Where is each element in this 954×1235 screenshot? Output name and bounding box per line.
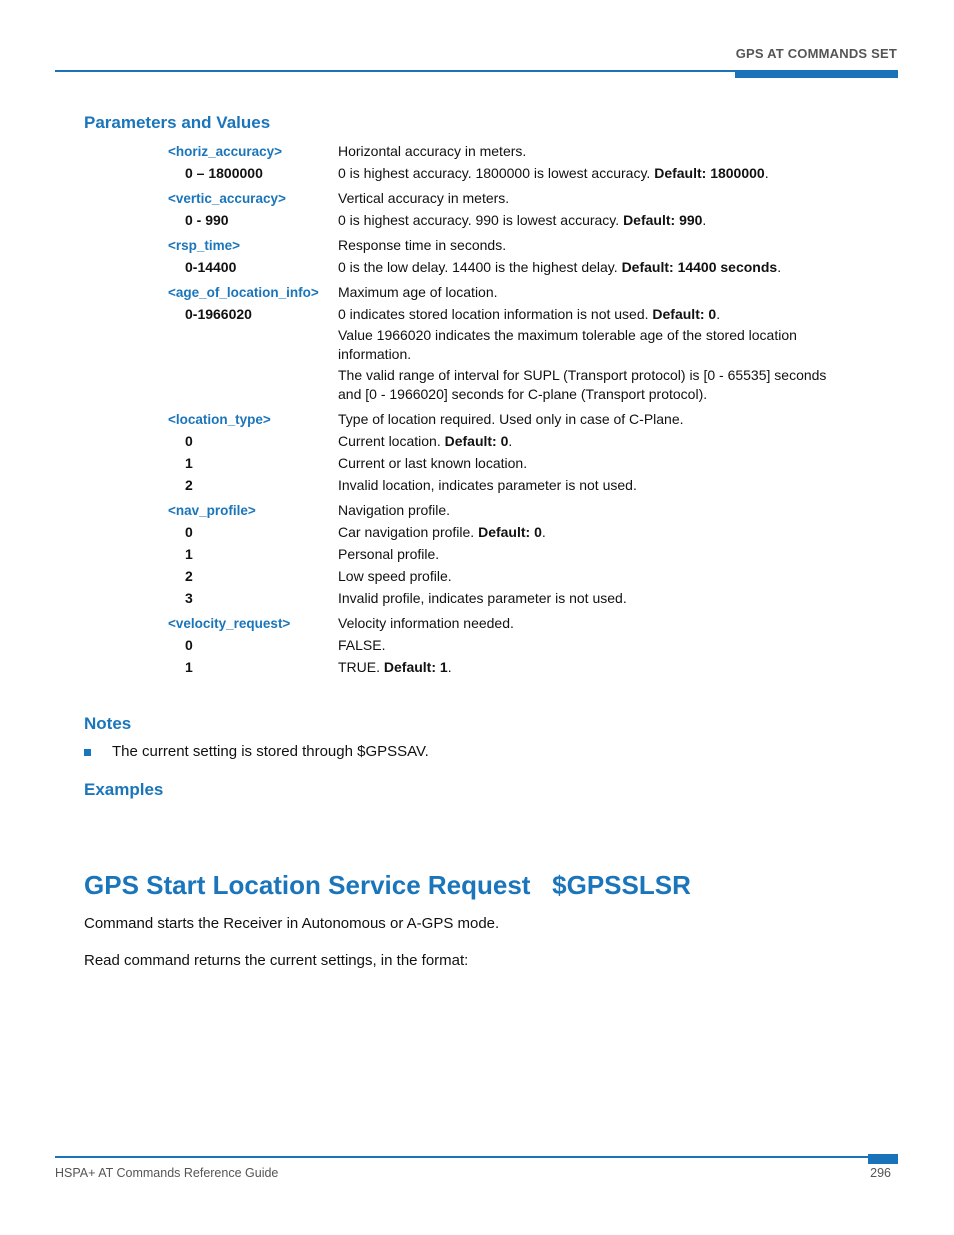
param-value: 1: [185, 546, 193, 562]
description-text: [338, 567, 848, 586]
param-name: <velocity_request>: [168, 616, 291, 631]
param-description: [338, 142, 848, 161]
param-name-row: [168, 501, 848, 520]
description-extra: The valid range of interval for SUPL (Transport protocol) is [0 - 65535] seconds and [0 - 1966020] seconds for C-plane (Transport protocol).: [338, 367, 827, 402]
note-text: The current setting is stored through $GPSSAV.: [112, 743, 429, 760]
param-name-row: [168, 614, 848, 633]
description-extra: Value 1966020 indicates the maximum tolerable age of the stored location information.: [338, 327, 797, 362]
description-suffix: .: [508, 433, 513, 449]
description-text: Response time in seconds.: [338, 237, 507, 253]
param-description: [338, 164, 848, 183]
description-text: [338, 432, 848, 451]
description-text: Velocity information needed.: [338, 615, 514, 631]
description-text: Horizontal accuracy in meters.: [338, 143, 527, 159]
param-description: [338, 283, 848, 302]
footer-doc-title: HSPA+ AT Commands Reference Guide: [55, 1166, 279, 1180]
description-main: 0 is highest accuracy. 990 is lowest accuracy.: [338, 212, 624, 228]
param-description: [338, 545, 848, 564]
notes-list-item: [84, 743, 429, 760]
description-main: 0 is the low delay. 14400 is the highest delay.: [338, 259, 622, 275]
param-value: 0: [185, 524, 193, 540]
param-description: [338, 189, 848, 208]
param-description: [338, 410, 848, 429]
param-description: [338, 454, 848, 473]
params-heading: Parameters and Values: [84, 113, 271, 132]
param-name: <horiz_accuracy>: [168, 144, 283, 159]
param-value: 0-1966020: [185, 306, 252, 322]
param-value-row: [168, 164, 848, 183]
param-value-row: [168, 567, 848, 586]
running-header: GPS AT COMMANDS SET: [735, 46, 897, 61]
param-value-row: [168, 432, 848, 451]
description-text: [338, 211, 848, 230]
param-value-row: [168, 523, 848, 542]
description-main: FALSE.: [338, 637, 386, 653]
description-main: Low speed profile.: [338, 568, 452, 584]
param-name-row: [168, 236, 848, 255]
param-name-row: [168, 283, 848, 302]
description-suffix: .: [764, 165, 769, 181]
param-value: 0: [185, 637, 193, 653]
description-suffix: .: [702, 212, 707, 228]
header-accent-bar: [735, 70, 898, 78]
parameters-table: [168, 142, 848, 677]
description-text: Vertical accuracy in meters.: [338, 190, 510, 206]
param-value-row: [168, 305, 848, 404]
param-value-row: [168, 658, 848, 677]
description-text: [338, 589, 848, 608]
default-value: Default: 0: [444, 433, 509, 449]
footer-accent-bar: [868, 1154, 898, 1164]
param-name: <nav_profile>: [168, 503, 256, 518]
param-value: 0-14400: [185, 259, 237, 275]
default-value: Default: 1: [383, 659, 448, 675]
description-main: 0 is highest accuracy. 1800000 is lowest accuracy.: [338, 165, 655, 181]
param-description: [338, 658, 848, 677]
param-name-row: [168, 142, 848, 161]
param-value: 3: [185, 590, 193, 606]
param-description: [338, 476, 848, 495]
param-value: 0 – 1800000: [185, 165, 263, 181]
description-suffix: .: [447, 659, 452, 675]
param-value-row: [168, 476, 848, 495]
section-title: GPS Start Location Service Request $GPSSLSR: [84, 870, 691, 900]
param-description: [338, 258, 848, 277]
description-text: Maximum age of location.: [338, 284, 498, 300]
description-text: [338, 305, 848, 324]
footer-rule: [55, 1156, 898, 1158]
param-value: 1: [185, 455, 193, 471]
notes-heading: Notes: [84, 714, 132, 733]
paragraph-2: Read command returns the current settings, in the format:: [84, 952, 469, 969]
description-text: [338, 545, 848, 564]
param-value-row: [168, 636, 848, 655]
page-number: 296: [870, 1166, 891, 1180]
description-text: Type of location required. Used only in case of C-Plane.: [338, 411, 684, 427]
description-main: Current location.: [338, 433, 445, 449]
param-description: [338, 501, 848, 520]
param-value-row: [168, 545, 848, 564]
param-value: 2: [185, 477, 193, 493]
param-value: 0: [185, 433, 193, 449]
param-value-row: [168, 258, 848, 277]
description-suffix: .: [541, 524, 546, 540]
description-main: Invalid location, indicates parameter is not used.: [338, 477, 637, 493]
param-name-row: [168, 410, 848, 429]
default-value: Default: 0: [652, 306, 717, 322]
param-description: [338, 614, 848, 633]
param-description: [338, 589, 848, 608]
square-bullet-icon: [84, 749, 91, 756]
description-text: [338, 658, 848, 677]
description-text: [338, 636, 848, 655]
param-value-row: [168, 211, 848, 230]
default-value: Default: 990: [623, 212, 703, 228]
param-description: [338, 432, 848, 451]
default-value: Default: 0: [478, 524, 542, 540]
param-value: 1: [185, 659, 193, 675]
param-description: [338, 305, 848, 404]
default-value: Default: 1800000: [654, 165, 765, 181]
default-value: Default: 14400 seconds: [621, 259, 778, 275]
param-description: [338, 211, 848, 230]
param-name: <age_of_location_info>: [168, 285, 319, 300]
description-suffix: .: [716, 306, 721, 322]
description-text: Navigation profile.: [338, 502, 451, 518]
param-description: [338, 523, 848, 542]
param-description: [338, 567, 848, 586]
description-text: [338, 258, 848, 277]
param-name: <rsp_time>: [168, 238, 241, 253]
description-main: Personal profile.: [338, 546, 440, 562]
param-value: 0 - 990: [185, 212, 229, 228]
description-text: [338, 523, 848, 542]
description-main: Car navigation profile.: [338, 524, 479, 540]
param-name-row: [168, 189, 848, 208]
description-suffix: .: [777, 259, 782, 275]
paragraph-1: Command starts the Receiver in Autonomous or A-GPS mode.: [84, 915, 500, 932]
description-main: Current or last known location.: [338, 455, 528, 471]
param-value: 2: [185, 568, 193, 584]
description-main: TRUE.: [338, 659, 384, 675]
param-value-row: [168, 454, 848, 473]
param-name: <location_type>: [168, 412, 271, 427]
param-description: [338, 236, 848, 255]
examples-heading: Examples: [84, 780, 164, 799]
description-text: [338, 164, 848, 183]
description-text: [338, 454, 848, 473]
description-main: Invalid profile, indicates parameter is not used.: [338, 590, 627, 606]
param-value-row: [168, 589, 848, 608]
param-name: <vertic_accuracy>: [168, 191, 286, 206]
param-description: [338, 636, 848, 655]
description-main: 0 indicates stored location information is not used.: [338, 306, 653, 322]
description-text: [338, 476, 848, 495]
